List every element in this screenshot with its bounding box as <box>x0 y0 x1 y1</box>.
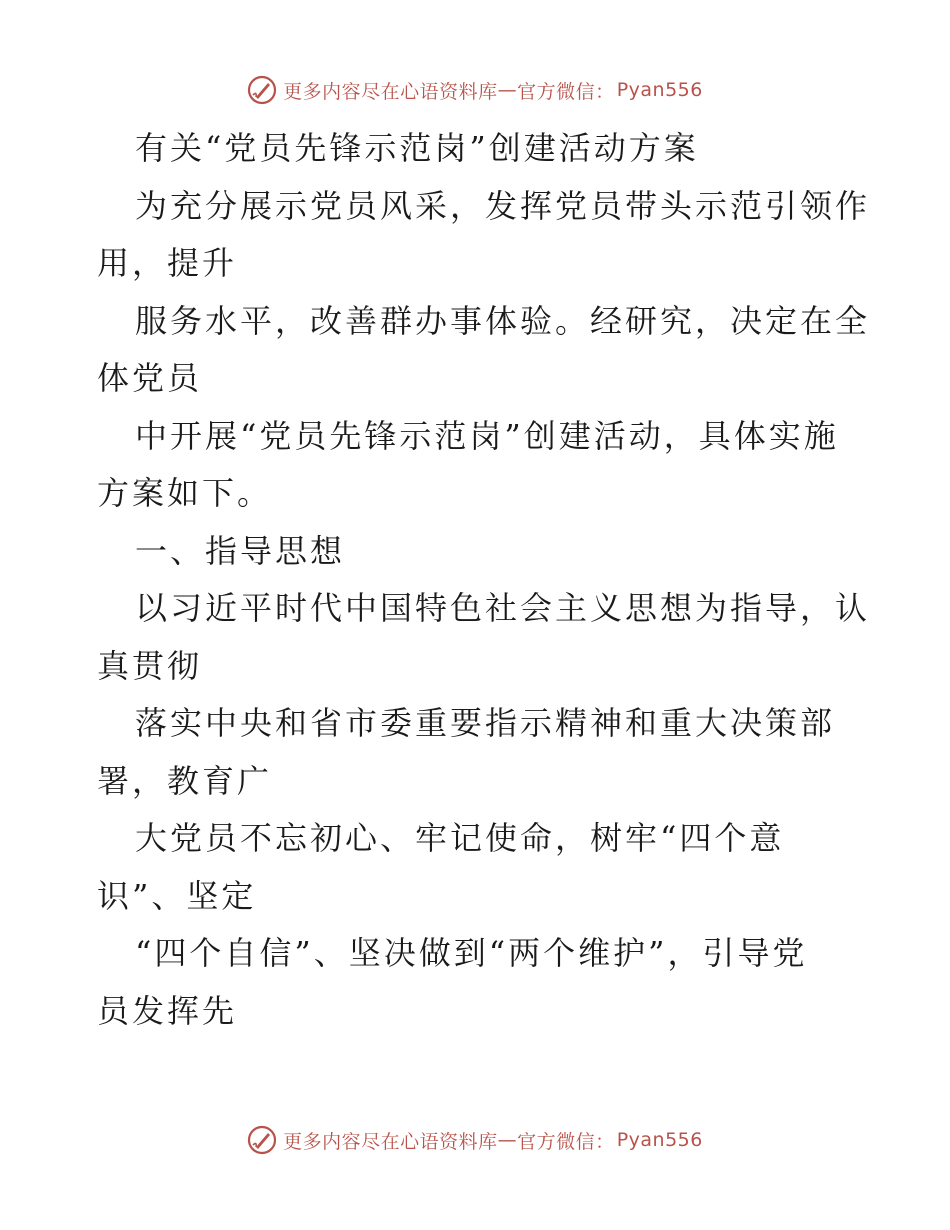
banner-wechat-label: 官方微信： <box>517 1130 615 1153</box>
doc-line: 为充分展示党员风采，发挥党员带头示范引领作 <box>135 186 871 225</box>
section-heading: 一、指导思想 <box>135 531 346 570</box>
banner-separator: — <box>497 79 518 101</box>
doc-line: 识”、坚定 <box>97 876 257 915</box>
doc-line: 真贯彻 <box>97 646 203 685</box>
doc-line: “四个自信”、坚决做到“两个维护”，引导党 <box>135 934 808 972</box>
quill-logo-icon <box>247 75 277 105</box>
footer-banner <box>0 1120 950 1160</box>
doc-line: 用，提升 <box>97 244 238 282</box>
banner-site-text: 更多内容尽在心语资料库 <box>283 80 498 103</box>
doc-line: 方案如下。 <box>97 474 273 512</box>
banner-wechat-label: 官方微信： <box>517 80 615 103</box>
doc-line: 中开展“党员先锋示范岗”创建活动，具体实施 <box>135 416 839 455</box>
banner-site-text: 更多内容尽在心语资料库 <box>283 1130 498 1153</box>
doc-line: 落实中央和省市委重要指示精神和重大决策部 <box>135 704 836 742</box>
document-body <box>97 120 871 1040</box>
doc-title: 有关“党员先锋示范岗”创建活动方案 <box>135 129 699 167</box>
banner-wechat-id: Pyan556 <box>616 79 703 101</box>
doc-line: 以习近平时代中国特色社会主义思想为指导，认 <box>135 589 871 627</box>
banner-separator: — <box>497 1129 518 1151</box>
doc-line: 大党员不忘初心、牢记使命，树牢“四个意 <box>135 819 785 857</box>
quill-logo-icon <box>247 1125 277 1155</box>
doc-line: 服务水平，改善群办事体验。经研究，决定在全 <box>135 301 871 340</box>
doc-line: 署，教育广 <box>97 761 273 800</box>
header-banner <box>0 70 950 110</box>
doc-line: 员发挥先 <box>97 991 238 1030</box>
banner-wechat-id: Pyan556 <box>616 1129 703 1151</box>
doc-line: 体党员 <box>97 359 203 397</box>
